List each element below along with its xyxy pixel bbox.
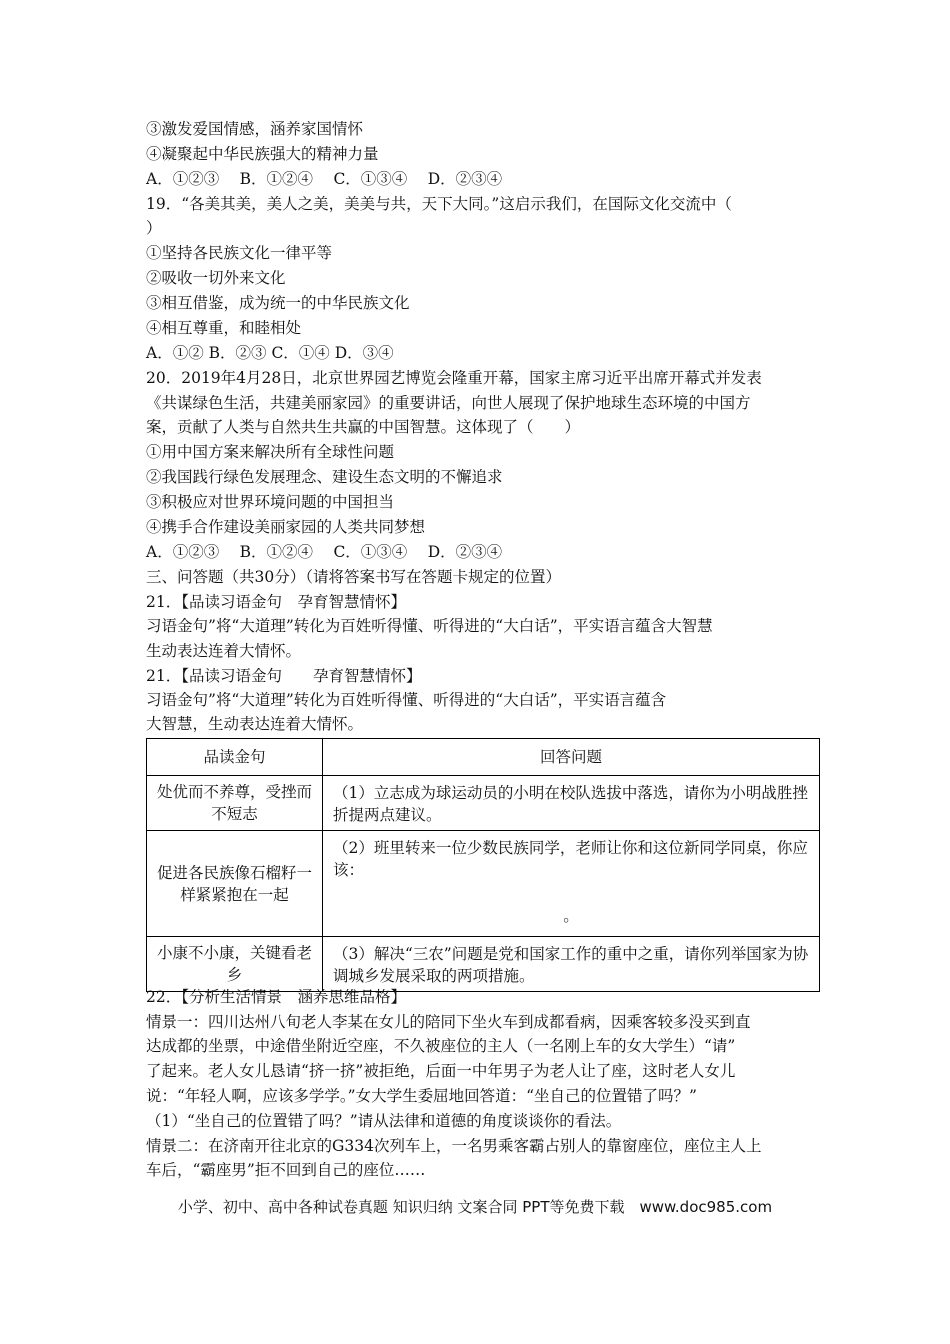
question-20: 20．2019年4月28日，北京世界园艺博览会隆重开幕，国家主席习近平出席开幕式并发表 xyxy=(146,369,762,387)
answer-blank: 。 xyxy=(563,907,579,925)
question-21-text: 习语金句”将“大道理”转化为百姓听得懂、听得进的“大白话”，平实语言蕴含 xyxy=(146,691,667,709)
option-line: ④携手合作建设美丽家园的人类共同梦想 xyxy=(146,518,426,536)
question-21-text: 生动表达连着大情怀。 xyxy=(146,642,302,660)
section-heading: 三、问答题（共30分）（请将答案书写在答题卡规定的位置） xyxy=(146,568,561,586)
question-20-line: 案，贡献了人类与自然共生共赢的中国智慧。这体现了（ ） xyxy=(146,418,581,436)
table-row xyxy=(147,831,820,937)
scenario-text: 了起来。老人女儿恳请“挤一挤”被拒绝，后面一中年男子为老人让了座，这时老人女儿 xyxy=(146,1062,736,1080)
scenario-text: 情景二：在济南开往北京的G334次列车上，一名男乘客霸占别人的靠窗座位，座位主人上 xyxy=(146,1137,762,1155)
option-line: ②吸收一切外来文化 xyxy=(146,269,286,287)
quote-cell: 小康不小康，关键看老乡 xyxy=(147,937,323,992)
question-cell xyxy=(323,937,820,992)
scenario-text: 达成都的坐票，中途借坐附近空座，不久被座位的主人（一名刚上车的女大学生）“请” xyxy=(146,1037,736,1055)
question-20-line: 《共谋绿色生活，共建美丽家园》的重要讲话，向世人展现了保护地球生态环境的中国方 xyxy=(146,394,751,412)
question-21-text: 大智慧，生动表达连着大情怀。 xyxy=(146,715,364,733)
sub-question: （1）“坐自己的位置错了吗？”请从法律和道德的角度谈谈你的看法。 xyxy=(146,1112,622,1130)
question-cell xyxy=(323,831,820,937)
option-line: ④凝聚起中华民族强大的精神力量 xyxy=(146,145,379,163)
question-cell xyxy=(323,776,820,831)
footer-promo: 小学、初中、高中各种试卷真题 知识归纳 文案合同 PPT等免费下载 www.doc985.com xyxy=(177,1198,773,1216)
answer-choices: A．①②③ B．①②④ C．①③④ D．②③④ xyxy=(146,170,503,188)
question-text: （3）解决“三农”问题是党和国家工作的重中之重，请你列举国家为协调城乡发展采取的两项措施。 xyxy=(333,945,809,985)
option-line: ②我国践行绿色发展理念、建设生态文明的不懈追求 xyxy=(146,468,503,486)
option-line: ①用中国方案来解决所有全球性问题 xyxy=(146,443,395,461)
answer-table xyxy=(146,738,820,992)
question-19: 19．“各美其美，美人之美，美美与共，天下大同。”这启示我们，在国际文化交流中（ xyxy=(146,195,732,213)
scenario-text: 车后，“霸座男”拒不回到自己的座位…… xyxy=(146,1161,426,1179)
option-line: ③积极应对世界环境问题的中国担当 xyxy=(146,493,395,511)
table-header-row xyxy=(147,739,820,776)
option-line: ④相互尊重，和睦相处 xyxy=(146,319,302,337)
question-22-title: 22．【分析生活情景 涵养思维品格】 xyxy=(146,988,406,1006)
question-21-title: 21．【品读习语金句 孕育智慧情怀】 xyxy=(146,593,406,611)
option-line: ③相互借鉴，成为统一的中华民族文化 xyxy=(146,294,410,312)
question-19-paren: ） xyxy=(146,219,162,237)
question-text: （2）班里转来一位少数民族同学，老师让你和这位新同学同桌，你应该： xyxy=(333,839,808,879)
question-21-title: 21．【品读习语金句 孕育智慧情怀】 xyxy=(146,667,422,685)
quote-cell: 处优而不养尊，受挫而不短志 xyxy=(147,776,323,831)
table-header: 回答问题 xyxy=(323,739,820,776)
option-line: ①坚持各民族文化一律平等 xyxy=(146,244,333,262)
table-row xyxy=(147,937,820,992)
table-header: 品读金句 xyxy=(147,739,323,776)
scenario-text: 情景一：四川达州八旬老人李某在女儿的陪同下坐火车到成都看病，因乘客较多没买到直 xyxy=(146,1013,751,1031)
option-line: ③激发爱国情感，涵养家国情怀 xyxy=(146,120,364,138)
answer-choices: A．①② B．②③ C．①④ D．③④ xyxy=(146,344,394,362)
question-text: （1）立志成为球运动员的小明在校队选拔中落选，请你为小明战胜挫折提两点建议。 xyxy=(333,784,808,824)
answer-choices: A．①②③ B．①②④ C．①③④ D．②③④ xyxy=(146,543,503,561)
quote-cell: 促进各民族像石榴籽一样紧紧抱在一起 xyxy=(147,831,323,937)
table-row xyxy=(147,776,820,831)
scenario-text: 说：“年轻人啊，应该多学学。”女大学生委屈地回答道：“坐自己的位置错了吗？” xyxy=(146,1087,697,1105)
question-21-text: 习语金句”将“大道理”转化为百姓听得懂、听得进的“大白话”，平实语言蕴含大智慧 xyxy=(146,617,713,635)
